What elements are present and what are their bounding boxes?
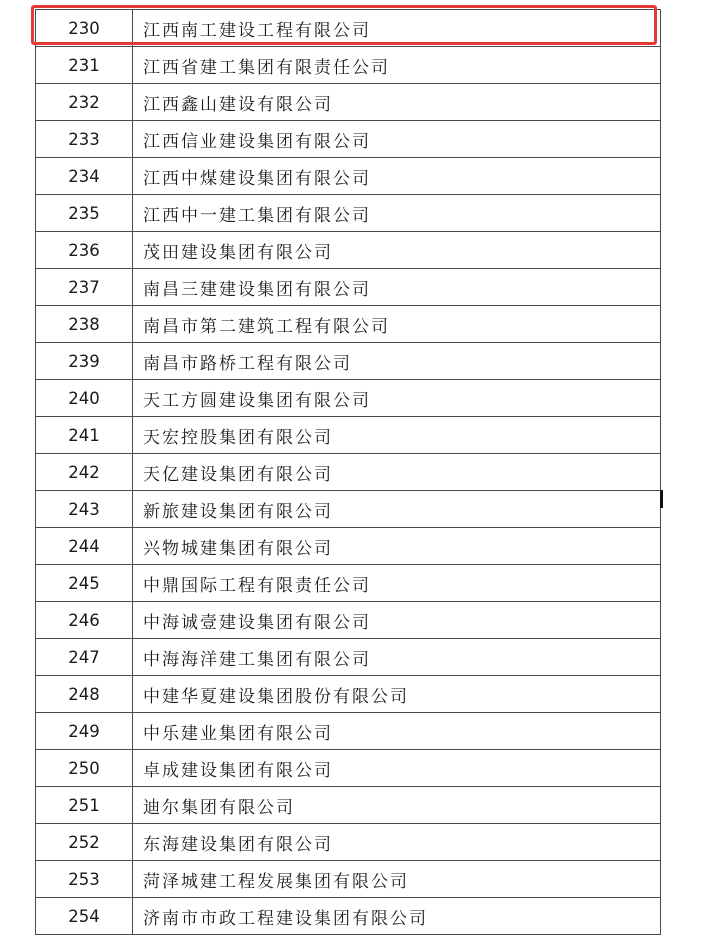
table-row [36,158,661,195]
table-row [36,10,661,47]
company-name: 江西中煤建设集团有限公司 [133,158,661,195]
row-number: 239 [36,343,133,380]
company-name: 南昌市路桥工程有限公司 [133,343,661,380]
row-number: 234 [36,158,133,195]
table-row [36,232,661,269]
table-row [36,824,661,861]
row-number: 250 [36,750,133,787]
table-row [36,454,661,491]
company-name: 江西中一建工集团有限公司 [133,195,661,232]
row-number: 245 [36,565,133,602]
company-name: 天宏控股集团有限公司 [133,417,661,454]
row-number: 253 [36,861,133,898]
company-name: 江西鑫山建设有限公司 [133,84,661,121]
company-name: 中建华夏建设集团股份有限公司 [133,676,661,713]
row-number: 238 [36,306,133,343]
table-row [36,306,661,343]
company-name: 中乐建业集团有限公司 [133,713,661,750]
row-number: 231 [36,47,133,84]
table-row [36,676,661,713]
company-name: 迪尔集团有限公司 [133,787,661,824]
company-name: 南昌三建建设集团有限公司 [133,269,661,306]
table-row [36,898,661,935]
table-row [36,713,661,750]
row-number: 232 [36,84,133,121]
company-list-table-container [35,9,661,935]
table-row [36,750,661,787]
row-number: 237 [36,269,133,306]
table-row [36,343,661,380]
company-name: 中鼎国际工程有限责任公司 [133,565,661,602]
company-name: 江西省建工集团有限责任公司 [133,47,661,84]
row-number: 241 [36,417,133,454]
company-name: 天亿建设集团有限公司 [133,454,661,491]
row-number: 235 [36,195,133,232]
table-row [36,639,661,676]
margin-marker [660,490,663,508]
company-name: 南昌市第二建筑工程有限公司 [133,306,661,343]
table-row [36,787,661,824]
company-name: 卓成建设集团有限公司 [133,750,661,787]
table-row [36,417,661,454]
table-row [36,861,661,898]
row-number: 244 [36,528,133,565]
row-number: 252 [36,824,133,861]
table-row [36,602,661,639]
company-name: 兴物城建集团有限公司 [133,528,661,565]
row-number: 230 [36,10,133,47]
company-list-table [35,9,661,935]
company-name: 东海建设集团有限公司 [133,824,661,861]
table-row [36,528,661,565]
row-number: 233 [36,121,133,158]
table-row [36,84,661,121]
row-number: 236 [36,232,133,269]
company-name: 天工方圆建设集团有限公司 [133,380,661,417]
table-row [36,121,661,158]
row-number: 251 [36,787,133,824]
company-name: 新旅建设集团有限公司 [133,491,661,528]
row-number: 248 [36,676,133,713]
company-name: 中海海洋建工集团有限公司 [133,639,661,676]
table-row [36,380,661,417]
row-number: 240 [36,380,133,417]
company-name: 江西信业建设集团有限公司 [133,121,661,158]
table-row [36,565,661,602]
table-row [36,269,661,306]
row-number: 247 [36,639,133,676]
table-row [36,47,661,84]
row-number: 246 [36,602,133,639]
company-list-body [36,10,661,935]
company-name: 中海诚壹建设集团有限公司 [133,602,661,639]
company-name: 菏泽城建工程发展集团有限公司 [133,861,661,898]
company-name: 江西南工建设工程有限公司 [133,10,661,47]
row-number: 242 [36,454,133,491]
row-number: 254 [36,898,133,935]
table-row [36,195,661,232]
row-number: 249 [36,713,133,750]
row-number: 243 [36,491,133,528]
company-name: 济南市市政工程建设集团有限公司 [133,898,661,935]
company-name: 茂田建设集团有限公司 [133,232,661,269]
table-row [36,491,661,528]
